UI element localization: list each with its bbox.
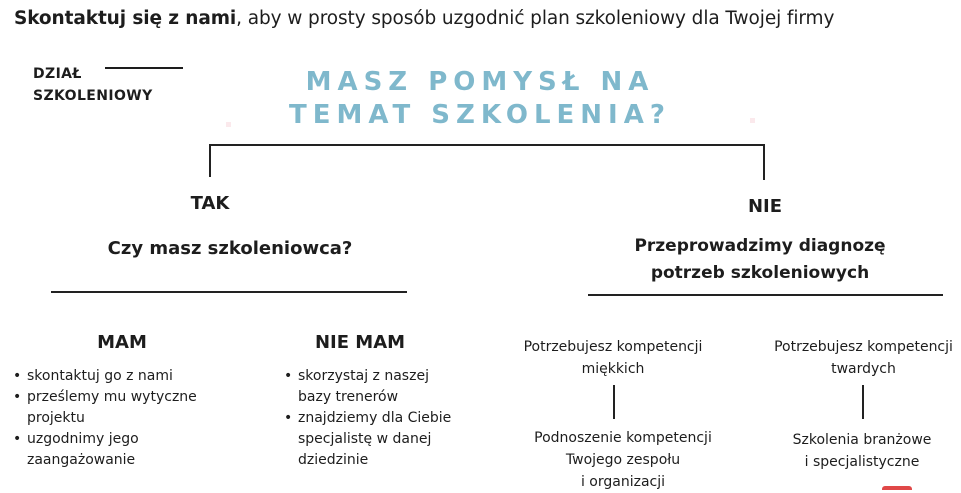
diagnosis-title: [600, 233, 920, 287]
department-label: [33, 63, 153, 107]
contact-link-text: Skontaktuj się z nami: [14, 8, 237, 29]
decor-mark-left: [226, 122, 231, 127]
connector-horizontal: [209, 144, 765, 146]
hard-skills-need: [756, 336, 961, 380]
list-item: • prześlemy mu wytyczne projektu: [13, 387, 228, 429]
hard-need-line1: Potrzebujesz kompetencji: [774, 339, 953, 355]
main-question-line1: MASZ POMYSŁ NA: [305, 67, 655, 97]
no-trainer-title: NIE MAM: [314, 332, 406, 353]
hard-connector: [862, 385, 864, 419]
soft-connector: [613, 385, 615, 419]
no-trainer-list: [284, 366, 456, 471]
list-item: • znajdziemy dla Ciebie specjalistę w danej dziedzinie: [284, 408, 456, 471]
hard-result-line1: Szkolenia branżowe: [792, 432, 932, 448]
soft-skills-result: [503, 427, 743, 493]
list-item: • skontaktuj go z nami: [13, 366, 228, 387]
soft-need-line1: Potrzebujesz kompetencji: [523, 339, 703, 355]
soft-result-line2: Twojego zespołu: [565, 452, 681, 468]
no-label: NIE: [747, 196, 783, 217]
have-trainer-list: [13, 366, 228, 471]
hard-skills-result: [762, 429, 961, 473]
diagnosis-title-line2: potrzeb szkoleniowych: [650, 263, 870, 283]
soft-skills-need: [503, 336, 723, 380]
decor-mark-right: [750, 118, 755, 123]
department-line1: DZIAŁ: [33, 66, 82, 82]
hard-need-line2: twardych: [831, 361, 896, 377]
department-line2: SZKOLENIOWY: [33, 88, 153, 104]
diagnosis-title-line1: Przeprowadzimy diagnozę: [634, 236, 886, 256]
page-headline: [14, 8, 834, 29]
list-item: • uzgodnimy jego zaangażowanie: [13, 429, 228, 471]
main-question-line2: TEMAT SZKOLENIA?: [289, 100, 671, 130]
connector-left-drop: [209, 144, 211, 177]
have-trainer-title: MAM: [97, 332, 147, 353]
main-question: [250, 66, 710, 132]
department-underline: [105, 67, 183, 69]
headline-rest: , aby w prosty sposób uzgodnić plan szkoleniowy dla Twojej firmy: [236, 8, 835, 29]
soft-result-line1: Podnoszenie kompetencji: [534, 430, 712, 446]
no-divider: [588, 294, 943, 296]
list-item: • skorzystaj z naszej bazy trenerów: [284, 366, 456, 408]
yes-divider: [51, 291, 407, 293]
soft-need-line2: miękkich: [581, 361, 645, 377]
decor-red-mark: [882, 486, 912, 490]
yes-label: TAK: [190, 193, 230, 214]
soft-result-line3: i organizacji: [580, 474, 666, 490]
hard-result-line2: i specjalistyczne: [804, 454, 920, 470]
trainer-question: Czy masz szkoleniowca?: [107, 238, 353, 259]
connector-right-drop: [763, 144, 765, 180]
